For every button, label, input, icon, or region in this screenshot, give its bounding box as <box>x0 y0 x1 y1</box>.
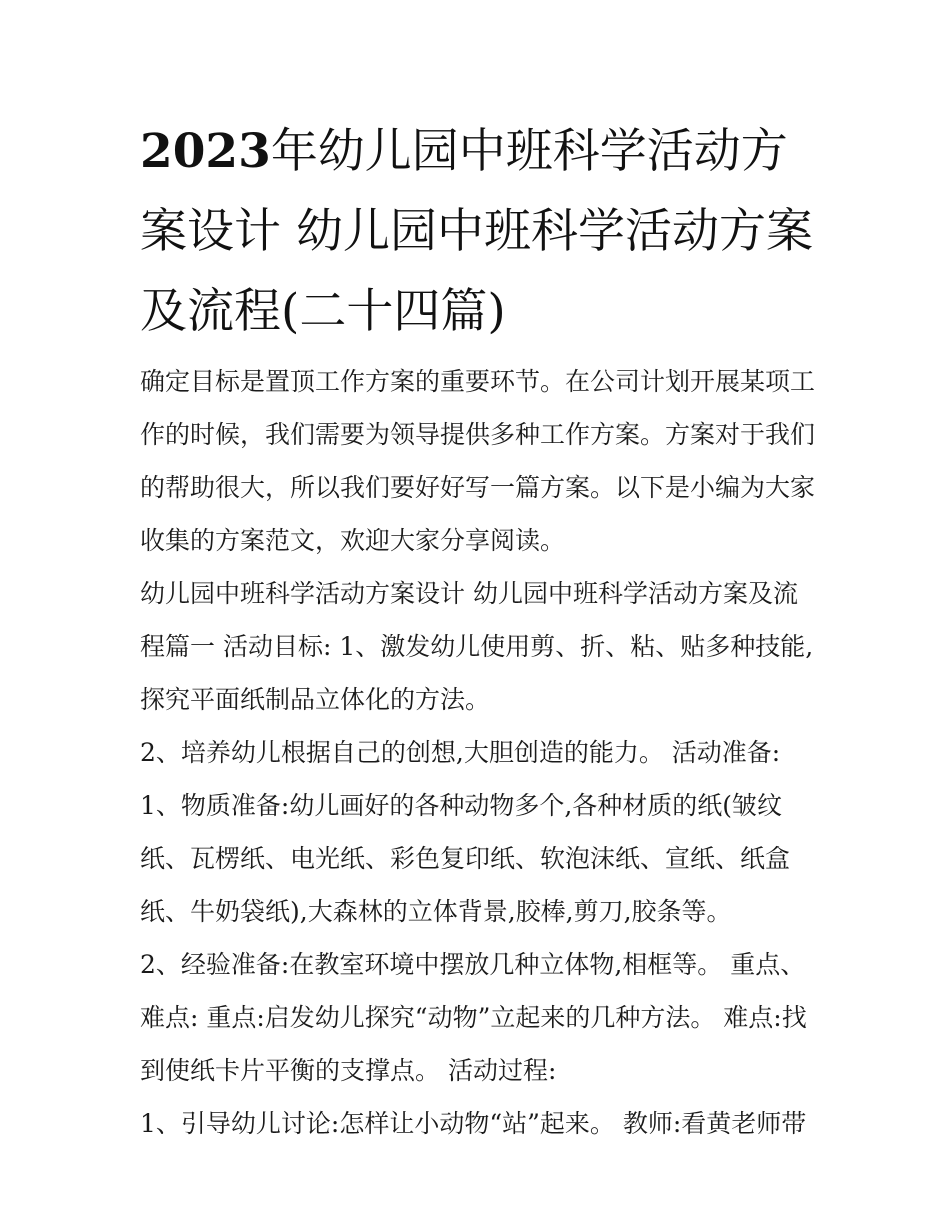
document-title <box>140 112 820 352</box>
section-paragraph-3: 1、物质准备:幼儿画好的各种动物多个,各种材质的纸(皱纹纸、瓦楞纸、电光纸、彩色复印纸、软泡沫纸、宣纸、纸盒纸、牛奶袋纸),大森林的立体背景,胶棒,剪刀,胶条等。 <box>140 791 791 926</box>
section-paragraph-5: 1、引导幼儿讨论:怎样让小动物“站”起来。 教师:看黄老师带 <box>140 1109 807 1138</box>
intro-paragraph: 确定目标是置顶工作方案的重要环节。在公司计划开展某项工作的时候，我们需要为领导提供多种工作方案。方案对于我们的帮助很大，所以我们要好好写一篇方案。以下是小编为大家收集的方案范文，欢迎大家分享阅读。 <box>140 367 816 555</box>
document-body <box>140 355 820 1150</box>
section-paragraph-1: 幼儿园中班科学活动方案设计 幼儿园中班科学活动方案及流程篇一 活动目标: 1、激发幼儿使用剪、折、粘、贴多种技能,探究平面纸制品立体化的方法。 <box>140 579 814 714</box>
section-paragraph-2: 2、培养幼儿根据自己的创想,大胆创造的能力。 活动准备: <box>140 738 781 767</box>
section-paragraph-4: 2、经验准备:在教室环境中摆放几种立体物,相框等。 重点、难点: 重点:启发幼儿探究“动物”立起来的几种方法。 难点:找到使纸卡片平衡的支撑点。 活动过程: <box>140 950 807 1085</box>
title-year: 2023 <box>140 124 271 179</box>
title-text: 年幼儿园中班科学活动方案设计 幼儿园中班科学活动方案及流程(二十四篇) <box>140 124 813 339</box>
